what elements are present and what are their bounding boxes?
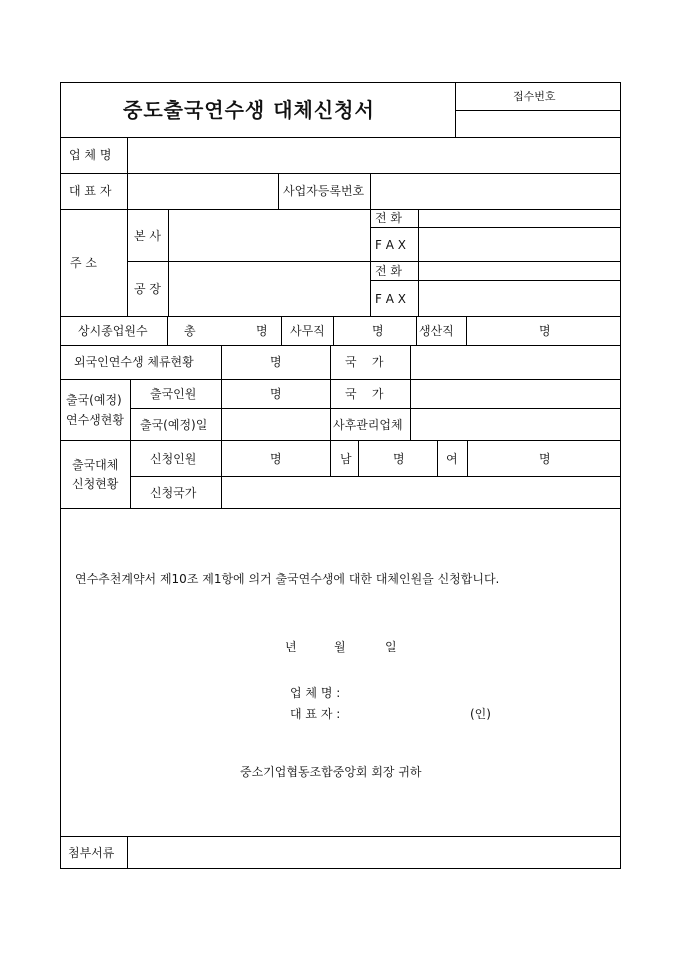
- replacement-female-unit: 명: [539, 452, 551, 466]
- replacement-male-unit: 명: [393, 452, 405, 466]
- factory-phone-field[interactable]: [419, 262, 620, 280]
- bizreg-left: [278, 173, 279, 209]
- border-bottom: [60, 868, 621, 869]
- border-right: [620, 82, 621, 869]
- factory-phone-label: 전 화: [375, 264, 402, 278]
- factory-label: 공 장: [134, 282, 161, 296]
- signature-company-field[interactable]: [355, 682, 515, 702]
- factory-fax-label: F A X: [375, 292, 406, 306]
- female-left: [437, 440, 438, 476]
- head-office-phone-label: 전 화: [375, 211, 402, 225]
- employees-total-label: 총: [184, 324, 196, 338]
- employees-label: 상시종업원수: [78, 324, 148, 338]
- replacement-count-label: 신청인원: [150, 452, 197, 466]
- replacement-count-unit: 명: [270, 452, 282, 466]
- aftercare-field[interactable]: [411, 409, 620, 440]
- employees-total-unit: 명: [256, 324, 268, 338]
- replacement-count-field[interactable]: [222, 441, 267, 476]
- receipt-no-label: 접수번호: [513, 90, 556, 103]
- addressee-text: 중소기업협동조합중앙회 회장 귀하: [240, 765, 422, 779]
- replacement-label-2: 신청현황: [72, 477, 119, 491]
- departure-country-label: 국 가: [345, 387, 384, 401]
- head-office-label: 본 사: [134, 229, 161, 243]
- date-month-label: 월: [334, 640, 346, 654]
- employees-office-label: 사무직: [290, 324, 325, 338]
- replacement-female-label: 여: [446, 452, 458, 466]
- foreign-trainees-country-label: 국 가: [345, 355, 384, 369]
- departure-count-field[interactable]: [222, 380, 267, 408]
- foreign-trainees-unit: 명: [270, 355, 282, 369]
- departure-label-2: 연수생현황: [66, 413, 124, 427]
- representative-field[interactable]: [128, 174, 278, 209]
- date-year-label: 년: [285, 640, 297, 654]
- employees-production-unit: 명: [539, 324, 551, 338]
- attachments-field[interactable]: [128, 837, 620, 868]
- replacement-country-field[interactable]: [222, 477, 620, 508]
- head-office-address-field[interactable]: [169, 210, 370, 261]
- replacement-male-field[interactable]: [359, 441, 391, 476]
- signature-rep-field[interactable]: [355, 703, 460, 723]
- departure-count-label: 출국인원: [150, 387, 197, 401]
- group-label-line: [130, 379, 131, 508]
- emp-line-1: [167, 316, 168, 345]
- replacement-label-1: 출국대체: [72, 458, 119, 472]
- business-reg-no-label: 사업자등록번호: [283, 184, 365, 198]
- departure-date-label: 출국(예정)일: [140, 418, 208, 432]
- employees-office-unit: 명: [372, 324, 384, 338]
- departure-count-unit: 명: [270, 387, 282, 401]
- receipt-no-field[interactable]: [456, 111, 620, 137]
- divider-replacement: [60, 508, 621, 509]
- aftercare-label: 사후관리업체: [333, 418, 403, 432]
- foreign-trainees-count-field[interactable]: [222, 346, 267, 379]
- company-name-label: 업 체 명: [69, 148, 112, 162]
- business-reg-no-field[interactable]: [371, 174, 620, 209]
- date-day-label: 일: [385, 640, 397, 654]
- head-office-fax-field[interactable]: [419, 228, 620, 261]
- attachments-label: 첨부서류: [68, 846, 115, 860]
- foreign-trainees-label: 외국인연수생 체류현황: [74, 355, 194, 369]
- factory-fax-field[interactable]: [419, 281, 620, 316]
- departure-date-field[interactable]: [222, 409, 330, 440]
- border-left: [60, 82, 61, 869]
- replacement-male-label: 남: [340, 452, 352, 466]
- employees-office-field[interactable]: [334, 317, 370, 345]
- employees-production-field[interactable]: [467, 317, 537, 345]
- emp-line-2: [281, 316, 282, 345]
- head-office-fax-label: F A X: [375, 238, 406, 252]
- seal-mark: (인): [470, 707, 491, 721]
- replacement-female-field[interactable]: [468, 441, 538, 476]
- employees-total-field[interactable]: [196, 317, 254, 345]
- form-title: 중도출국연수생 대체신청서: [123, 98, 375, 122]
- employees-production-label: 생산직: [419, 324, 454, 338]
- representative-label: 대 표 자: [69, 184, 112, 198]
- border-top: [60, 82, 621, 83]
- company-name-field[interactable]: [128, 138, 620, 173]
- emp-line-4: [416, 316, 417, 345]
- replacement-country-label: 신청국가: [150, 486, 197, 500]
- factory-address-field[interactable]: [169, 262, 370, 316]
- signature-rep-label: 대 표 자 :: [290, 707, 341, 721]
- departure-label-1: 출국(예정): [66, 393, 122, 407]
- signature-company-label: 업 체 명 :: [290, 686, 341, 700]
- male-left: [330, 440, 331, 476]
- country-left: [330, 345, 331, 440]
- foreign-trainees-country-field[interactable]: [411, 346, 620, 379]
- address-label: 주 소: [70, 256, 97, 270]
- departure-country-field[interactable]: [411, 380, 620, 408]
- head-office-phone-field[interactable]: [419, 210, 620, 227]
- statement-text: 연수추천계약서 제10조 제1항에 의거 출국연수생에 대한 대체인원을 신청합니다.: [75, 572, 500, 586]
